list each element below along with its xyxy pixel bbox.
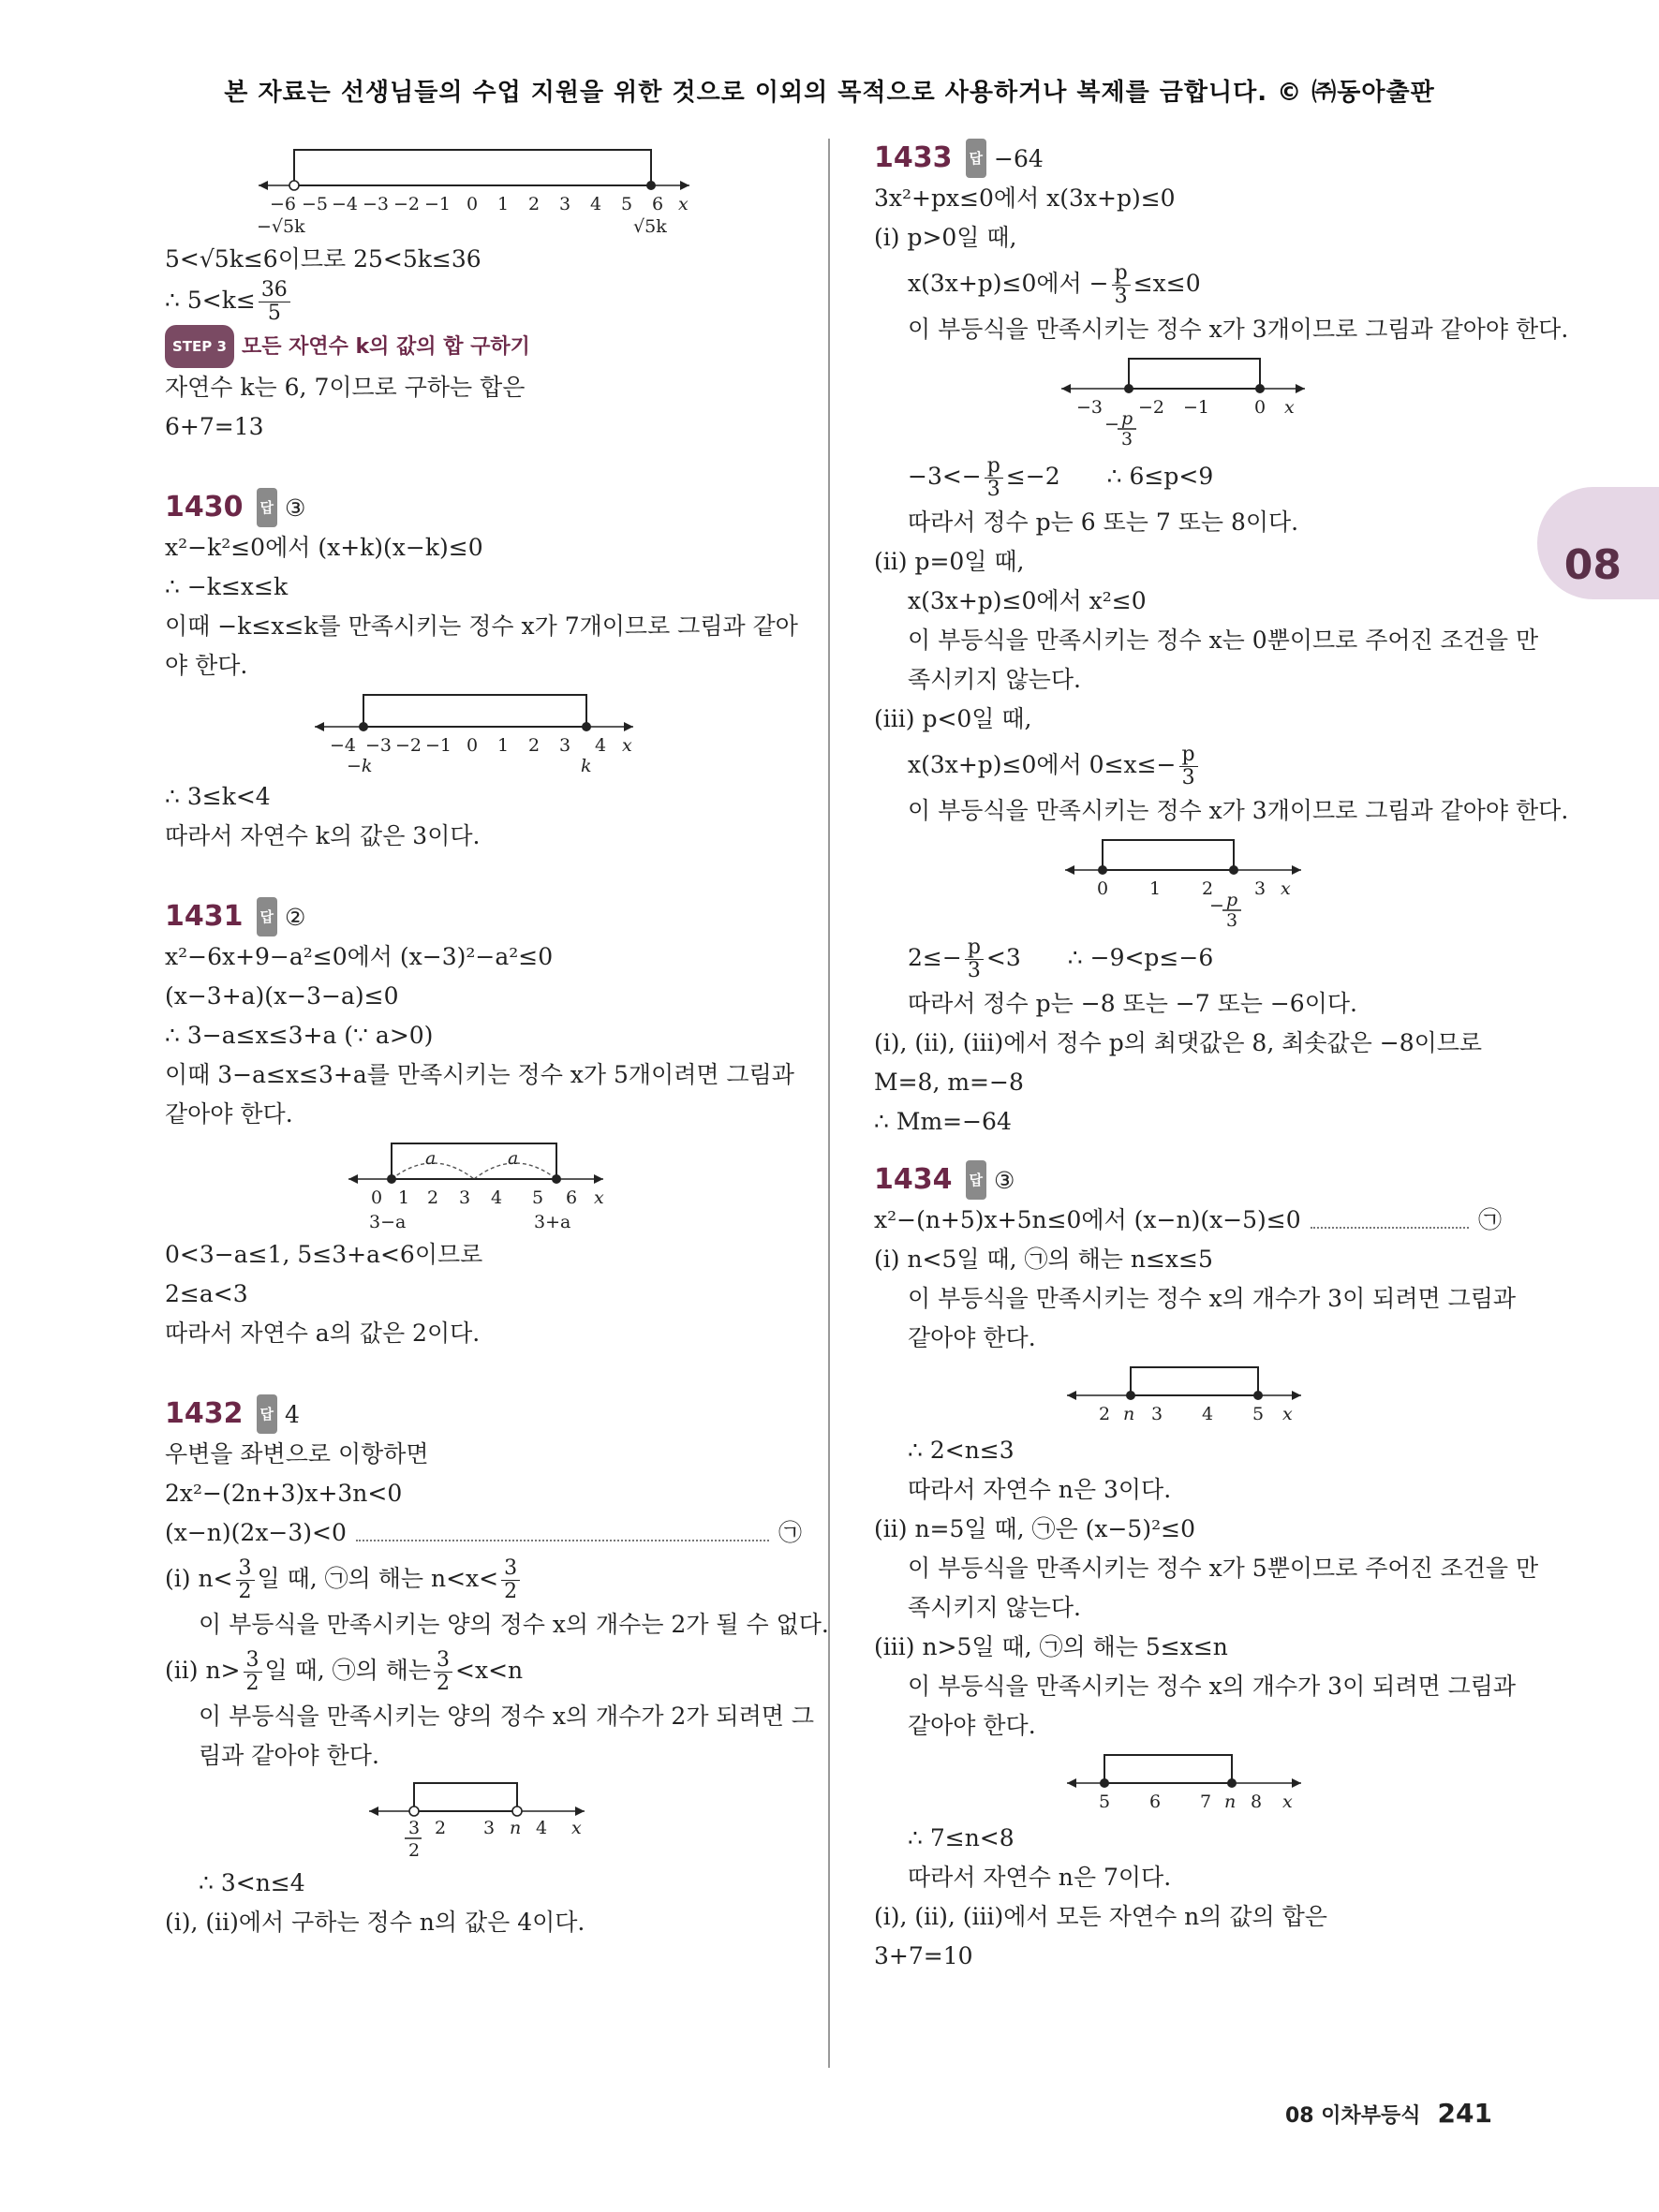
tick-label: 1 [497, 735, 510, 756]
number-line-figure [874, 1362, 1474, 1427]
text-line: 따라서 정수 p는 6 또는 7 또는 8이다. [908, 509, 1299, 536]
point-label-left: 3−a [369, 1212, 407, 1232]
text-line: x(3x+p)≤0에서 x²≤0 [908, 587, 1147, 614]
text-line: x(3x+p)≤0에서 − $\frac{p}{3}$ ≤x≤0 [908, 261, 1201, 308]
problem-header-1433: 1433 답 −64 [874, 139, 1502, 179]
tick-label: 2 [1099, 1404, 1111, 1424]
tick-label: 1 [497, 194, 510, 214]
tick-label: 7 [1200, 1792, 1212, 1812]
tick-label: 4 [1202, 1404, 1214, 1424]
text-line: 자연수 k는 6, 7이므로 구하는 합은 [165, 374, 526, 401]
tick-label: 6 [1149, 1792, 1162, 1812]
text-line: 이 부등식을 만족시키는 양의 정수 x의 개수는 2가 될 수 없다. [199, 1611, 829, 1638]
text-line: 이 부등식을 만족시키는 정수 x가 3개이므로 그림과 같아야 한다. [908, 316, 1569, 343]
text-line: 이 부등식을 만족시키는 정수 x의 개수가 3이 되려면 그림과 [908, 1673, 1517, 1700]
number-line-figure [165, 142, 689, 237]
text-line: (ⅲ) n>5일 때, ㉠의 해는 5≤x≤n [874, 1633, 1228, 1660]
tick-label: 4 [491, 1187, 503, 1208]
text-line: (ⅲ) p<0일 때, [874, 705, 1032, 732]
axis-var: x [1282, 1792, 1293, 1812]
text-line: 이 부등식을 만족시키는 정수 x의 개수가 3이 되려면 그림과 [908, 1285, 1517, 1312]
text-line: x²−6x+9−a²≤0에서 (x−3)²−a²≤0 [165, 943, 554, 970]
text-line: (ⅰ) p>0일 때, [874, 224, 1017, 251]
text-line: 2≤− $\frac{p}{3}$ <3 ∴ −9<p≤−6 [908, 936, 1214, 982]
text-line: M=8, m=−8 [874, 1069, 1024, 1096]
text-line: ∴ 3≤k<4 [165, 783, 271, 810]
svg-text:−: − [1104, 414, 1119, 435]
text-line: 림과 같아야 한다. [199, 1742, 379, 1769]
text-line: x²−k²≤0에서 (x+k)(x−k)≤0 [165, 534, 483, 561]
text-line: ∴ 3<n≤4 [199, 1869, 305, 1896]
tick-label: 6 [566, 1187, 578, 1208]
tick-label: 8 [1251, 1792, 1263, 1812]
tick-label: −4 [330, 735, 357, 756]
tick-label: −2 [395, 735, 422, 756]
text-line: ∴ Mm=−64 [874, 1108, 1012, 1135]
problem-header-1431: 1431 답 ② [165, 897, 802, 937]
tick-label: n [510, 1818, 522, 1838]
right-column [874, 139, 1569, 1976]
text-line: 같아야 한다. [908, 1712, 1036, 1739]
number-line-figure [165, 689, 727, 774]
tick-label: 0 [467, 194, 479, 214]
point-label-left: −k [347, 756, 373, 776]
axis-var: x [1282, 1404, 1293, 1424]
point-label-right: √5k [633, 216, 667, 237]
problem-header-1432: 1432 답 4 [165, 1394, 802, 1435]
axis-var: x [594, 1187, 604, 1208]
tick-label: −1 [425, 735, 452, 756]
number-line-figure [874, 834, 1474, 931]
tick-label: −6 [270, 194, 297, 214]
copyright-notice: 본 자료는 선생님들의 수업 지원을 위한 것으로 이외의 목적으로 사용하거나 복제를 금합니다. © ㈜동아출판 [224, 79, 1435, 107]
tick-label: 2 [427, 1187, 439, 1208]
tick-label: 2 [528, 735, 541, 756]
text-line: 이 부등식을 만족시키는 양의 정수 x의 개수가 2가 되려면 그 [199, 1703, 814, 1730]
tick-label: −1 [1183, 397, 1210, 418]
text-line: 3+7=10 [874, 1942, 973, 1969]
point-label-left: −√5k [257, 216, 305, 237]
tick-label: 4 [595, 735, 607, 756]
tick-label: 3 [1226, 910, 1238, 931]
tick-label: 3 [559, 194, 571, 214]
text-line: 2≤a<3 [165, 1280, 248, 1307]
tick-label: 5 [621, 194, 633, 214]
tick-label: p [1121, 408, 1133, 429]
problem-header-1434: 1434 답 ③ [874, 1160, 1502, 1201]
tick-label: 2 [435, 1818, 447, 1838]
text-line: 이 부등식을 만족시키는 정수 x는 0뿐이므로 주어진 조건을 만 [908, 627, 1539, 654]
number-line-figure [165, 1779, 727, 1860]
text-line: 족시키지 않는다. [908, 666, 1081, 693]
text-line: (ⅰ) n<5일 때, ㉠의 해는 n≤x≤5 [874, 1246, 1213, 1273]
tick-label: n [1224, 1792, 1237, 1812]
number-line-figure [874, 353, 1474, 450]
text-line: 6+7=13 [165, 413, 264, 440]
text-line: 같아야 한다. [165, 1100, 293, 1128]
text-line: 이때 3−a≤x≤3+a를 만족시키는 정수 x가 5개이려면 그림과 [165, 1061, 794, 1088]
tick-label: −5 [302, 194, 329, 214]
text-line: (ⅱ) n> $\frac{3}{2}$ 일 때, ㉠의 해는 $\frac{3}{2}$ <x<n [165, 1648, 524, 1695]
tick-label: −2 [1138, 397, 1165, 418]
tick-label: 2 [408, 1840, 421, 1861]
text-line: −3<− $\frac{p}{3}$ ≤−2 ∴ 6≤p<9 [908, 454, 1214, 501]
arc-label: a [508, 1148, 519, 1169]
tick-label: −3 [1076, 397, 1104, 418]
tick-label: 3 [559, 735, 571, 756]
text-line: 따라서 정수 p는 −8 또는 −7 또는 −6이다. [908, 990, 1357, 1017]
tick-label: 1 [1149, 878, 1162, 899]
text-line: 이 부등식을 만족시키는 정수 x가 5뿐이므로 주어진 조건을 만 [908, 1555, 1539, 1582]
tick-label: 0 [371, 1187, 383, 1208]
text-line: 야 한다. [165, 652, 248, 679]
axis-var: x [1281, 878, 1291, 899]
arc-label: a [425, 1148, 437, 1169]
text-line: (ⅰ) n< $\frac{3}{2}$ 일 때, ㉠의 해는 n<x< $\frac{3}{2}$ [165, 1553, 802, 1605]
tick-label: 3 [483, 1818, 496, 1838]
text-line: 우변을 좌변으로 이항하면 [165, 1440, 429, 1467]
text-line: (x−3+a)(x−3−a)≤0 [165, 982, 399, 1010]
svg-text:−: − [1209, 895, 1224, 916]
text-line: ∴ 2<n≤3 [908, 1437, 1015, 1464]
tick-label: 5 [1099, 1792, 1111, 1812]
tick-label: 3 [1121, 429, 1133, 450]
tick-label: 4 [590, 194, 602, 214]
text-line: 따라서 자연수 k의 값은 3이다. [165, 822, 481, 849]
page-footer [1285, 2098, 1492, 2129]
text-line: 족시키지 않는다. [908, 1594, 1081, 1621]
text-line: (ⅱ) n=5일 때, ㉠은 (x−5)²≤0 [874, 1515, 1195, 1542]
tick-label: −4 [332, 194, 359, 214]
text-line: x²−(n+5)x+5n≤0에서 (x−n)(x−5)≤0 ㉠ [874, 1201, 1502, 1240]
text-line: (x−n)(2x−3)<0 ㉠ [165, 1513, 802, 1553]
tick-label: 4 [536, 1818, 548, 1838]
page-number: 241 [1437, 2098, 1492, 2129]
axis-var: x [678, 194, 689, 214]
tick-label: 5 [532, 1187, 544, 1208]
number-line-figure [165, 1138, 727, 1231]
text-line: ∴ 5<k≤ $\frac{36}{5}$ [165, 279, 802, 325]
text-line: ∴ 3−a≤x≤3+a (∵ a>0) [165, 1022, 434, 1049]
axis-var: x [1284, 397, 1295, 418]
text-line: ∴ −k≤x≤k [165, 573, 289, 600]
point-label-right: 3+a [534, 1212, 571, 1232]
tick-label: −3 [365, 735, 393, 756]
tick-label: 0 [467, 735, 479, 756]
tick-label: 3 [1151, 1404, 1163, 1424]
chapter-tab-label: 08 [1563, 541, 1622, 589]
tick-label: 6 [652, 194, 664, 214]
axis-var: x [622, 735, 632, 756]
tick-label: 0 [1097, 878, 1109, 899]
text-line: ∴ 7≤n<8 [908, 1824, 1015, 1851]
tick-label: 3 [1254, 878, 1266, 899]
number-line-figure [874, 1749, 1474, 1815]
text-line: 3x²+px≤0에서 x(3x+p)≤0 [874, 184, 1176, 212]
tick-label: −2 [393, 194, 421, 214]
tick-label: 3 [408, 1818, 421, 1838]
step-heading: STEP 3 모든 자연수 k의 값의 합 구하기 [165, 325, 802, 368]
text-line: 이 부등식을 만족시키는 정수 x가 3개이므로 그림과 같아야 한다. [908, 797, 1569, 824]
text-line: x(3x+p)≤0에서 0≤x≤− $\frac{p}{3}$ [874, 739, 1502, 791]
text-line: (ⅰ), (ⅱ), (ⅲ)에서 정수 p의 최댓값은 8, 최솟값은 −8이므로 [874, 1029, 1483, 1056]
tick-label: n [1123, 1404, 1135, 1424]
footer-chapter: 08 이차부등식 [1285, 2104, 1421, 2128]
tick-label: 2 [1202, 878, 1214, 899]
left-column [165, 139, 829, 1942]
column-divider [828, 139, 830, 2068]
point-label-right: k [581, 756, 592, 776]
axis-var: x [571, 1818, 582, 1838]
tick-label: 1 [398, 1187, 410, 1208]
tick-label: −1 [424, 194, 452, 214]
text-line: 0<3−a≤1, 5≤3+a<6이므로 [165, 1241, 483, 1268]
text-line: (ⅰ), (ⅱ)에서 구하는 정수 n의 값은 4이다. [165, 1909, 585, 1936]
tick-label: 2 [528, 194, 541, 214]
text-line: (ⅱ) p=0일 때, [874, 548, 1025, 575]
text-line: 이때 −k≤x≤k를 만족시키는 정수 x가 7개이므로 그림과 같아 [165, 612, 798, 640]
text-line: 같아야 한다. [908, 1324, 1036, 1351]
text-line: 2x²−(2n+3)x+3n<0 [165, 1480, 403, 1507]
problem-header-1430: 1430 답 ③ [165, 488, 802, 528]
tick-label: 5 [1252, 1404, 1265, 1424]
tick-label: 3 [459, 1187, 471, 1208]
tick-label: p [1226, 890, 1238, 910]
tick-label: 0 [1254, 397, 1266, 418]
text-line: (ⅰ), (ⅱ), (ⅲ)에서 모든 자연수 n의 값의 합은 [874, 1903, 1327, 1930]
text-line: 따라서 자연수 n은 7이다. [908, 1864, 1172, 1891]
text-line: 따라서 자연수 a의 값은 2이다. [165, 1320, 481, 1347]
text-line: 5<√5k≤6이므로 25<5k≤36 [165, 245, 481, 273]
text-line: 따라서 자연수 n은 3이다. [908, 1476, 1172, 1503]
tick-label: −3 [363, 194, 390, 214]
